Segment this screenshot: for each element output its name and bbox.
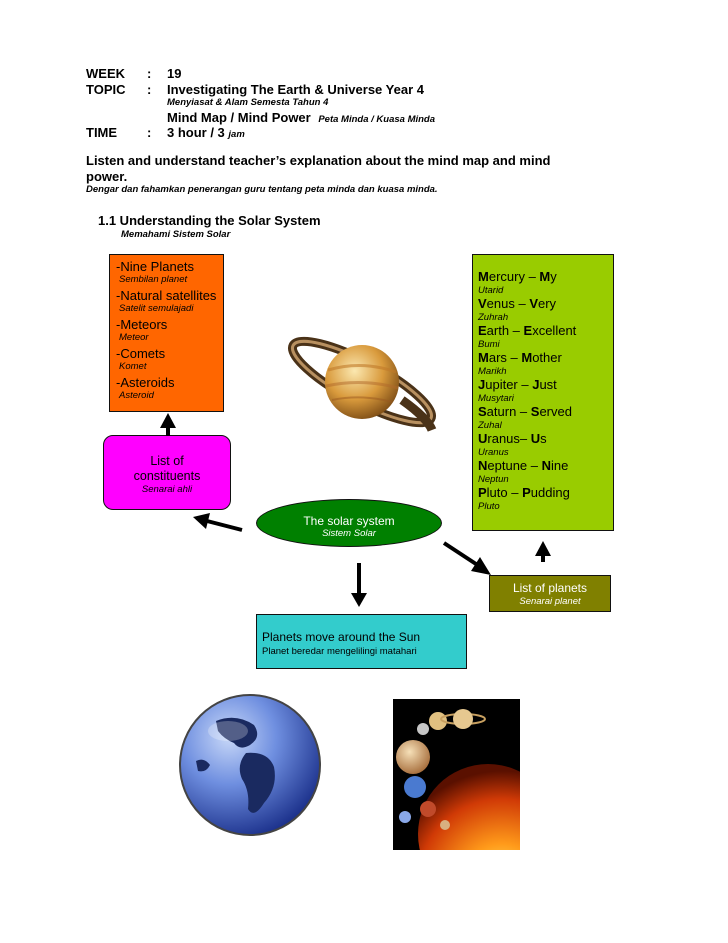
topic-value2-text: Mind Map / Mind Power bbox=[167, 110, 311, 125]
section-title: 1.1 Understanding the Solar System bbox=[98, 213, 321, 228]
constituent-item: -Natural satellites Satelit semulajadi bbox=[116, 288, 217, 314]
up-arrow-icon bbox=[160, 413, 176, 428]
topic-value: Investigating The Earth & Universe Year 4 bbox=[167, 82, 424, 97]
mnemonic-row: Saturn – Served Zuhal bbox=[478, 404, 572, 431]
mnemonic-row: Neptune – Nine Neptun bbox=[478, 458, 569, 485]
planets-move-box bbox=[256, 614, 467, 669]
list-of-constituents-box bbox=[103, 435, 231, 510]
constituents-box bbox=[109, 254, 224, 412]
list-of-planets-label: List of planets bbox=[512, 581, 588, 595]
time-value bbox=[167, 125, 245, 143]
center-sub: Sistem Solar bbox=[322, 528, 376, 539]
mnemonic-row: Uranus– Us Uranus bbox=[478, 431, 547, 458]
topic-sub: Menyiasat & Alam Semesta Tahun 4 bbox=[167, 97, 329, 108]
constituent-item: -Nine Planets Sembilan planet bbox=[116, 259, 195, 285]
week-label: WEEK bbox=[86, 66, 125, 81]
planets-move-sub: Planet beredar mengelilingi matahari bbox=[262, 646, 417, 657]
mnemonic-row: Earth – Excellent Bumi bbox=[478, 323, 577, 350]
list-of-constituents-line2: constituents bbox=[133, 469, 201, 483]
time-value-sub: jam bbox=[228, 129, 245, 140]
constituent-item: -Asteroids Asteroid bbox=[116, 375, 175, 401]
mnemonic-row: Pluto – Pudding Pluto bbox=[478, 485, 570, 512]
time-colon: : bbox=[147, 125, 152, 140]
week-colon: : bbox=[147, 66, 152, 81]
planet-mnemonic-box bbox=[472, 254, 614, 531]
down-right-arrow-icon bbox=[471, 557, 491, 575]
up-arrow-icon-right bbox=[535, 541, 551, 556]
list-of-constituents-sub: Senarai ahli bbox=[141, 484, 193, 495]
constituent-item: -Meteors Meteor bbox=[116, 317, 168, 343]
solar-system-center bbox=[256, 499, 442, 547]
left-arrow-icon bbox=[193, 513, 210, 529]
center-label: The solar system bbox=[303, 514, 395, 528]
list-of-planets-box bbox=[489, 575, 611, 612]
saturn-image bbox=[282, 320, 444, 445]
time-value-text: 3 hour / 3 bbox=[167, 125, 225, 140]
instruction-text: Listen and understand teacher’s explanation about the mind map and mind power. bbox=[86, 153, 551, 184]
solar-system-photo bbox=[393, 699, 520, 850]
list-of-planets-sub: Senarai planet bbox=[519, 596, 581, 607]
planets-move-label: Planets move around the Sun bbox=[262, 630, 421, 644]
list-of-constituents-line1: List of bbox=[150, 454, 184, 468]
mnemonic-row: Mars – Mother Marikh bbox=[478, 350, 562, 377]
mnemonic-row: Mercury – My Utarid bbox=[478, 269, 557, 296]
topic-value2-sub: Peta Minda / Kuasa Minda bbox=[318, 114, 436, 125]
constituent-item: -Comets Komet bbox=[116, 346, 166, 372]
week-value: 19 bbox=[167, 66, 182, 81]
mnemonic-row: Jupiter – Just Musytari bbox=[478, 377, 557, 404]
mnemonic-row: Venus – Very Zuhrah bbox=[478, 296, 557, 323]
earth-globe-image bbox=[176, 691, 324, 839]
time-label: TIME bbox=[86, 125, 118, 140]
topic-colon: : bbox=[147, 82, 152, 97]
down-arrow-icon bbox=[351, 593, 367, 607]
topic-label: TOPIC bbox=[86, 82, 126, 97]
instruction-sub: Dengar dan fahamkan penerangan guru tentang peta minda dan kuasa minda. bbox=[86, 184, 438, 195]
section-sub: Memahami Sistem Solar bbox=[121, 229, 231, 240]
